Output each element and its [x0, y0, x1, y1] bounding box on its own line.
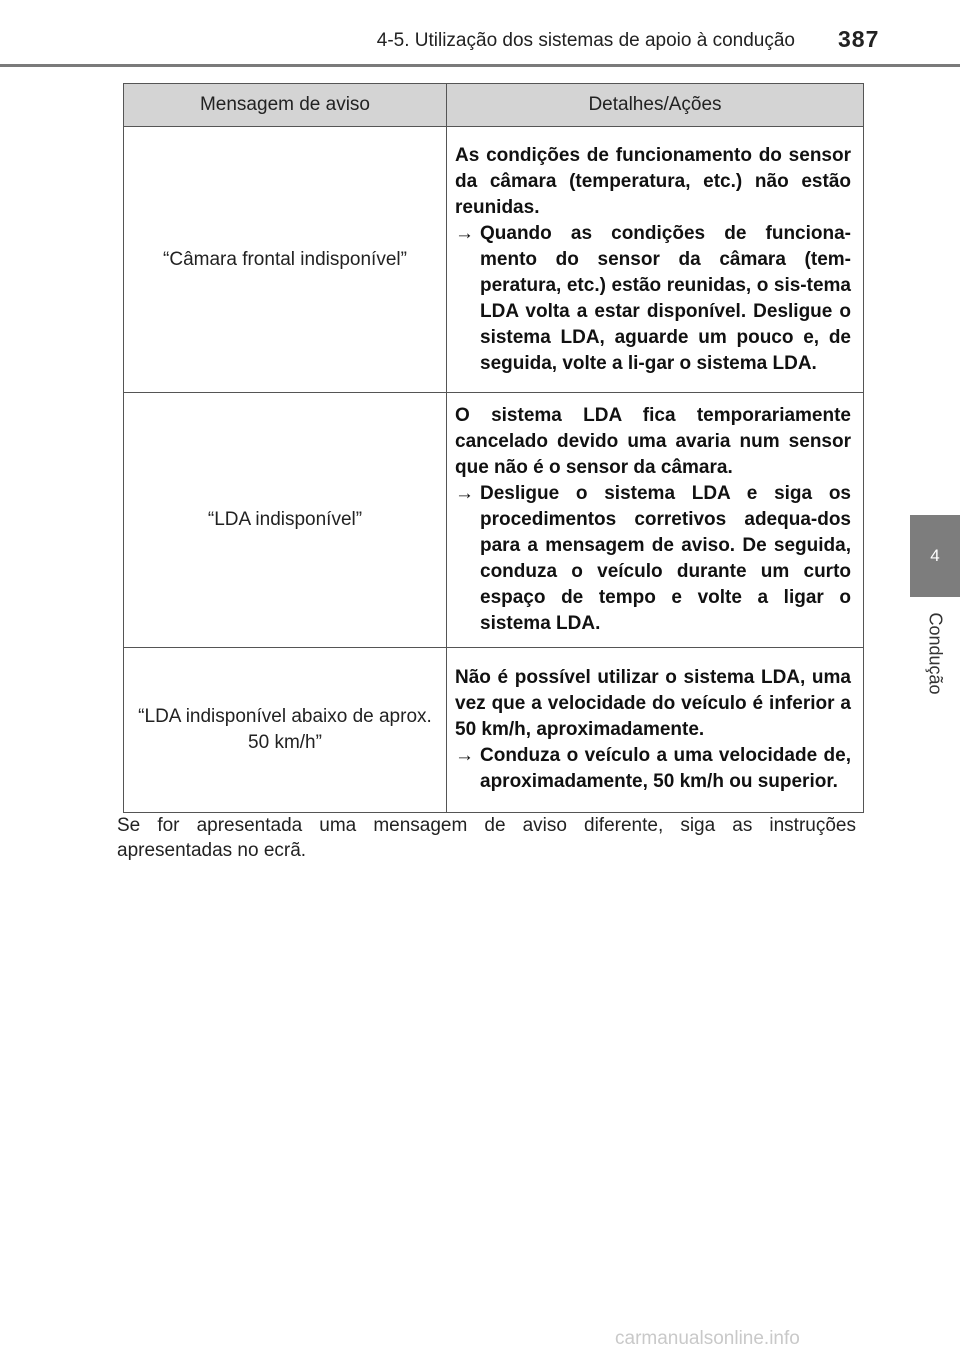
details-action	[455, 743, 851, 795]
header-divider	[0, 64, 960, 67]
warning-message-cell: “LDA indisponível”	[124, 393, 447, 648]
page-number: 387	[838, 26, 880, 52]
details-action-text: Quando as condições de funciona-mento do sensor da câmara (tem-peratura, etc.) estão reunidas, o sis-tema LDA volta a estar disponível. Desligue o sistema LDA, aguarde um pouco e, de seguida, volte a li-gar o sistema LDA.	[480, 222, 851, 374]
table-row	[124, 648, 864, 813]
chapter-label	[910, 598, 960, 708]
chapter-tab[interactable]	[910, 515, 960, 597]
warning-message-table	[123, 83, 864, 813]
column-header-message: Mensagem de aviso	[124, 84, 447, 127]
watermark: carmanualsonline.info	[615, 1328, 800, 1349]
details-description: Não é possível utilizar o sistema LDA, uma vez que a velocidade do veículo é inferior a 50 km/h, aproximadamente.	[455, 667, 851, 740]
warning-message-cell: “LDA indisponível abaixo de aprox. 50 km/h”	[124, 648, 447, 813]
page-header-title: 4-5. Utilização dos sistemas de apoio à condução	[376, 30, 795, 51]
details-description: O sistema LDA fica temporariamente cancelado devido uma avaria num sensor que não é o sensor da câmara.	[455, 405, 851, 478]
table-header-row	[124, 84, 864, 127]
details-cell	[447, 393, 864, 648]
arrow-icon: →	[455, 745, 474, 766]
table-row	[124, 127, 864, 393]
footer-paragraph: Se for apresentada uma mensagem de aviso diferente, siga as instruções apresentadas no ecrã.	[117, 815, 856, 861]
details-cell	[447, 127, 864, 393]
details-action-text: Conduza o veículo a uma velocidade de, aproximadamente, 50 km/h ou superior.	[480, 745, 851, 792]
chapter-number: 4	[930, 546, 940, 565]
details-action	[455, 221, 851, 377]
column-header-details: Detalhes/Ações	[447, 84, 864, 127]
arrow-icon: →	[455, 222, 474, 244]
table-row	[124, 393, 864, 648]
details-description: As condições de funcionamento do sensor da câmara (temperatura, etc.) não estão reunidas.	[455, 144, 851, 218]
details-action	[455, 481, 851, 637]
warning-message-cell: “Câmara frontal indisponível”	[124, 127, 447, 393]
arrow-icon: →	[455, 483, 474, 504]
details-action-text: Desligue o sistema LDA e siga os procedimentos corretivos adequa-dos para a mensagem de aviso. De seguida, conduza o veículo durante um curto espaço de tempo e volte a ligar o sistema LDA.	[480, 483, 851, 634]
chapter-label-text: Condução	[925, 611, 946, 695]
details-cell	[447, 648, 864, 813]
